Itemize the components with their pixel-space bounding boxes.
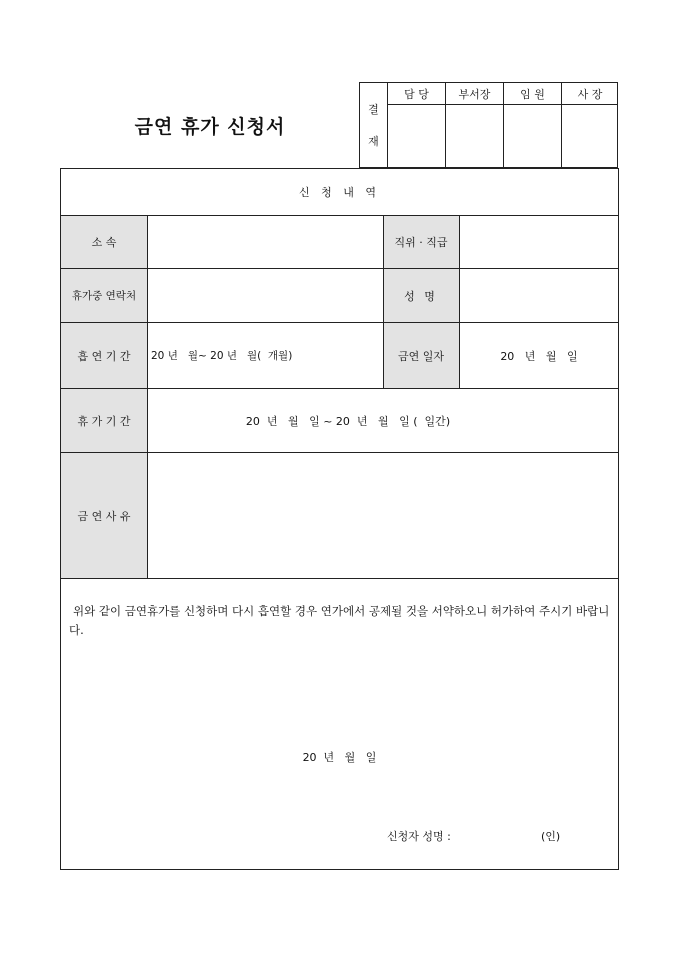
smoking-period-label: 흡 연 기 간 bbox=[77, 349, 131, 363]
applicant-name-input[interactable] bbox=[471, 826, 541, 846]
reason-label: 금 연 사 유 bbox=[77, 509, 131, 523]
form-title: 금연 휴가 신청서 bbox=[134, 116, 286, 138]
position-input[interactable] bbox=[460, 216, 618, 268]
position-label: 직위 · 직급 bbox=[394, 236, 448, 249]
approval-label bbox=[360, 83, 387, 167]
section-header: 신 청 내 역 bbox=[299, 186, 380, 199]
quit-date-value[interactable]: 20 년 월 일 bbox=[500, 349, 578, 363]
affiliation-input[interactable] bbox=[148, 216, 383, 268]
row-divider bbox=[61, 578, 618, 579]
name-label: 성 명 bbox=[404, 289, 438, 303]
declaration-text: 위와 같이 금연휴가를 신청하며 다시 흡연할 경우 연가에서 공제될 것을 서약하오니 허가하여 주시기 바랍니다. bbox=[69, 604, 610, 637]
approval-role-president: 사 장 bbox=[561, 83, 618, 105]
smoking-period-value[interactable]: 20 년 월~ 20 년 월( 개월) bbox=[151, 350, 293, 362]
name-input[interactable] bbox=[460, 269, 618, 322]
vacation-contact-input[interactable] bbox=[148, 269, 383, 322]
approval-sign-charge[interactable] bbox=[387, 105, 445, 168]
vacation-period-value[interactable]: 20 년 월 일 ~ 20 년 월 일 ( 일간) bbox=[245, 414, 451, 428]
approval-role-dept-head: 부서장 bbox=[445, 83, 503, 105]
approval-box bbox=[359, 82, 618, 168]
application-date[interactable]: 20 년 월 일 bbox=[302, 751, 377, 764]
vacation-contact-label: 휴가중 연락처 bbox=[71, 290, 137, 302]
approval-label-top: 결 bbox=[368, 103, 379, 116]
application-form bbox=[60, 168, 619, 870]
approval-role-charge: 담 당 bbox=[387, 83, 445, 105]
approval-label-bottom: 재 bbox=[368, 135, 379, 148]
applicant-name-label: 신청자 성명 : bbox=[387, 830, 451, 843]
seal-mark: (인) bbox=[541, 830, 561, 843]
vacation-period-label: 휴 가 기 간 bbox=[77, 414, 131, 428]
approval-sign-president[interactable] bbox=[561, 105, 618, 168]
approval-role-executive: 임 원 bbox=[503, 83, 561, 105]
approval-sign-dept-head[interactable] bbox=[445, 105, 503, 168]
quit-date-label: 금연 일자 bbox=[397, 349, 444, 363]
affiliation-label: 소 속 bbox=[91, 236, 117, 249]
reason-input[interactable] bbox=[148, 453, 618, 578]
approval-sign-executive[interactable] bbox=[503, 105, 561, 168]
